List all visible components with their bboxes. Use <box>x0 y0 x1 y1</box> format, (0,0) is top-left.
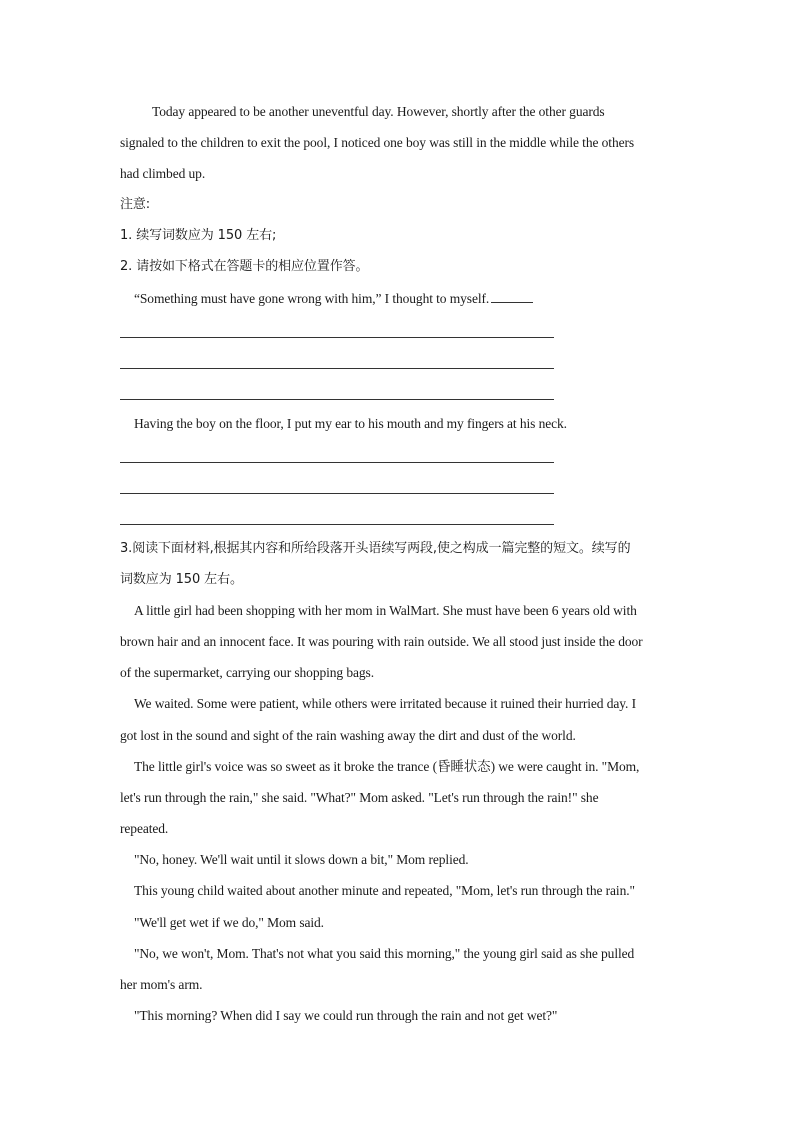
notes-item-2: 2. 请按如下格式在答题卡的相应位置作答。 <box>120 259 369 274</box>
question3-line-10: This young child waited about another minute and repeated, "Mom, let's run through the rain." <box>134 883 635 898</box>
answer-rule-3[interactable] <box>120 399 554 400</box>
passage1-line-2: signaled to the children to exit the pool, I noticed one boy was still in the middle while the others <box>120 135 635 150</box>
question3-line-6: The little girl's voice was so sweet as it broke the trance (昏睡状态) we were caught in. "Mom, <box>134 759 640 774</box>
question3-line-2: brown hair and an innocent face. It was pouring with rain outside. We all stood just inside the door <box>120 634 643 649</box>
question3-line-13: her mom's arm. <box>120 977 203 992</box>
passage1-line-3: had climbed up. <box>120 166 206 181</box>
notes-heading: 注意: <box>120 197 151 212</box>
question3-line-4: We waited. Some were patient, while others were irritated because it ruined their hurried day. I <box>134 696 636 711</box>
question3-line-5: got lost in the sound and sight of the rain washing away the dirt and dust of the world. <box>120 728 576 743</box>
answer-blank[interactable] <box>491 290 533 303</box>
notes-item-1: 1. 续写词数应为 150 左右; <box>120 228 277 243</box>
prompt-first-line <box>120 290 694 308</box>
question3-line-11: "We'll get wet if we do," Mom said. <box>134 915 324 930</box>
prompt-second-line: Having the boy on the floor, I put my ear to his mouth and my fingers at his neck. <box>134 416 567 431</box>
answer-rule-4[interactable] <box>120 462 554 463</box>
question3-instruction-1: 3.阅读下面材料,根据其内容和所给段落开头语续写两段,使之构成一篇完整的短文。续写的 <box>120 541 631 556</box>
question3-line-9: "No, honey. We'll wait until it slows down a bit," Mom replied. <box>134 852 469 867</box>
answer-rule-5[interactable] <box>120 493 554 494</box>
answer-rule-2[interactable] <box>120 368 554 369</box>
passage1-line-1: Today appeared to be another uneventful day. However, shortly after the other guards <box>152 104 605 119</box>
question3-instruction-2: 词数应为 150 左右。 <box>120 572 243 587</box>
question3-line-1: A little girl had been shopping with her mom in WalMart. She must have been 6 years old with <box>134 603 637 618</box>
prompt-first-text: “Something must have gone wrong with him,” I thought to myself. <box>134 291 490 306</box>
answer-rule-6[interactable] <box>120 524 554 525</box>
question3-line-12: "No, we won't, Mom. That's not what you said this morning," the young girl said as she pulled <box>134 946 635 961</box>
answer-rule-1[interactable] <box>120 337 554 338</box>
question3-line-7: let's run through the rain," she said. "What?" Mom asked. "Let's run through the rain!" she <box>120 790 599 805</box>
question3-line-3: of the supermarket, carrying our shopping bags. <box>120 665 374 680</box>
question3-line-8: repeated. <box>120 821 169 836</box>
question3-line-14: "This morning? When did I say we could run through the rain and not get wet?" <box>134 1008 558 1023</box>
